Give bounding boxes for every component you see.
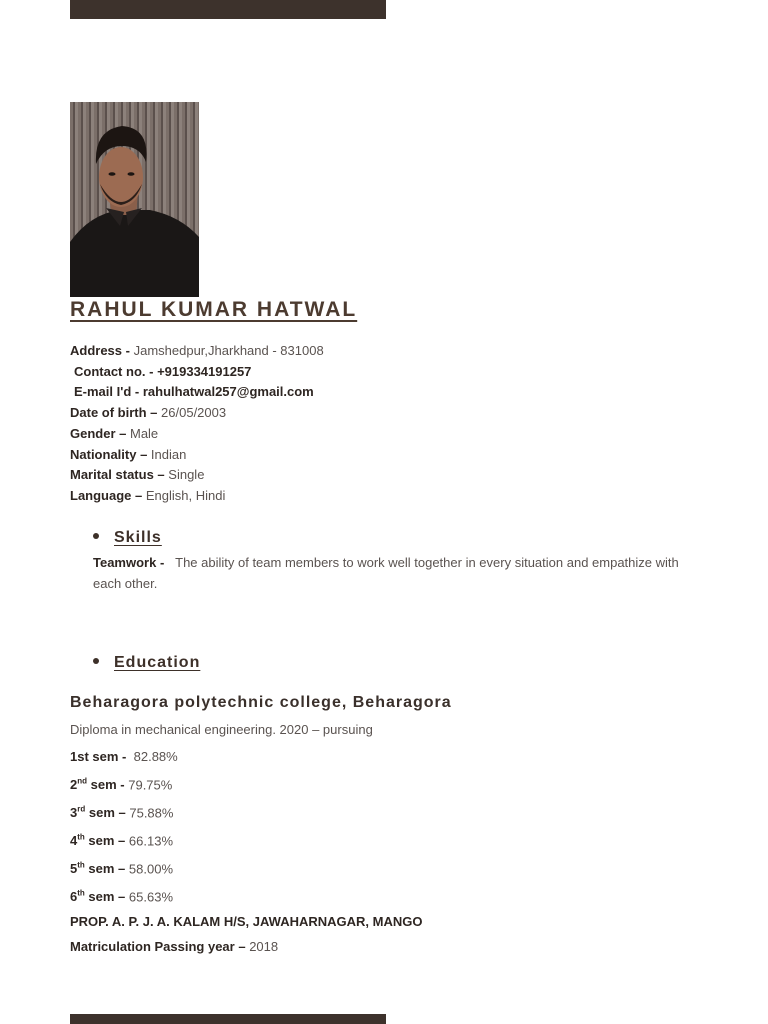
language-value: English, Hindi — [145, 487, 226, 503]
semester-score: 82.88% — [133, 749, 178, 764]
semester-number: 2 — [70, 777, 78, 793]
semester-suffix: rd — [77, 804, 86, 814]
semester-label: sem – — [88, 833, 126, 849]
diploma-line: Diploma in mechanical engineering. 2020 – pursuing — [70, 722, 373, 737]
semester-suffix: th — [77, 888, 85, 898]
address-row — [70, 341, 324, 362]
skills-teamwork — [93, 552, 683, 594]
semester-number: 1 — [70, 749, 78, 764]
dob-label: Date of birth – — [70, 405, 158, 421]
semester-label: sem – — [88, 861, 126, 877]
bullet-icon — [93, 533, 99, 539]
nationality-value: Indian — [150, 446, 187, 462]
matriculation-year: 2018 — [249, 938, 279, 954]
education-heading — [93, 654, 200, 672]
semester-row — [70, 770, 423, 798]
education-details — [70, 745, 423, 959]
contact-row — [70, 362, 324, 383]
semester-number: 5 — [70, 861, 78, 877]
college-name: Beharagora polytechnic college, Beharagora — [70, 694, 452, 711]
dob-row — [70, 403, 324, 424]
semester-suffix: st — [77, 749, 89, 764]
bullet-icon — [93, 658, 99, 664]
email-value: rahulhatwal257@gmail.com — [142, 384, 314, 400]
school-name: PROP. A. P. J. A. KALAM H/S, JAWAHARNAGAR, MANGO — [70, 913, 423, 929]
bottom-accent-bar — [70, 1014, 386, 1024]
semester-score: 79.75% — [128, 777, 173, 793]
contact-label: Contact no. - — [74, 363, 154, 379]
address-label: Address - — [70, 343, 130, 358]
semester-row — [70, 745, 423, 770]
semester-suffix: nd — [77, 776, 88, 786]
semester-label: sem - — [92, 749, 127, 764]
nationality-row — [70, 445, 324, 466]
matriculation-row — [70, 935, 423, 960]
candidate-name: RAHUL KUMAR HATWAL — [70, 298, 358, 321]
skills-heading-label: Skills — [114, 529, 162, 546]
marital-label: Marital status – — [70, 467, 165, 483]
semester-suffix: th — [77, 860, 85, 870]
semester-score: 66.13% — [128, 833, 174, 849]
teamwork-label: Teamwork - — [93, 555, 165, 570]
skills-heading — [93, 529, 162, 547]
contact-value: +919334191257 — [157, 363, 252, 379]
matriculation-label: Matriculation Passing year – — [70, 938, 246, 954]
personal-info — [70, 341, 324, 507]
profile-photo — [70, 102, 199, 297]
education-heading-label: Education — [114, 654, 201, 671]
language-row — [70, 486, 324, 507]
gender-value: Male — [129, 425, 159, 441]
email-row — [70, 382, 324, 403]
semester-label: sem – — [88, 805, 126, 821]
semester-score: 65.63% — [128, 889, 174, 905]
semester-label: sem – — [88, 889, 126, 905]
semester-suffix: th — [77, 832, 85, 842]
semester-row — [70, 798, 423, 826]
semester-row — [70, 826, 423, 854]
gender-row — [70, 424, 324, 445]
marital-value: Single — [168, 467, 205, 483]
semester-label: sem - — [90, 777, 125, 793]
semester-number: 4 — [70, 833, 78, 849]
semester-row — [70, 854, 423, 882]
semester-number: 6 — [70, 889, 78, 905]
language-label: Language – — [70, 487, 143, 503]
nationality-label: Nationality – — [70, 446, 148, 462]
gender-label: Gender – — [70, 425, 127, 441]
address-value: Jamshedpur,Jharkhand - 831008 — [133, 343, 324, 358]
marital-row — [70, 465, 324, 486]
semester-score: 75.88% — [129, 805, 174, 821]
email-label: E-mail I'd - — [74, 384, 140, 400]
teamwork-text: The ability of team members to work well together in every situation and empathize with each other. — [93, 555, 679, 591]
semester-row — [70, 882, 423, 910]
dob-value: 26/05/2003 — [161, 405, 227, 421]
semester-number: 3 — [70, 805, 78, 821]
semester-score: 58.00% — [128, 861, 174, 877]
top-accent-bar — [70, 0, 386, 19]
